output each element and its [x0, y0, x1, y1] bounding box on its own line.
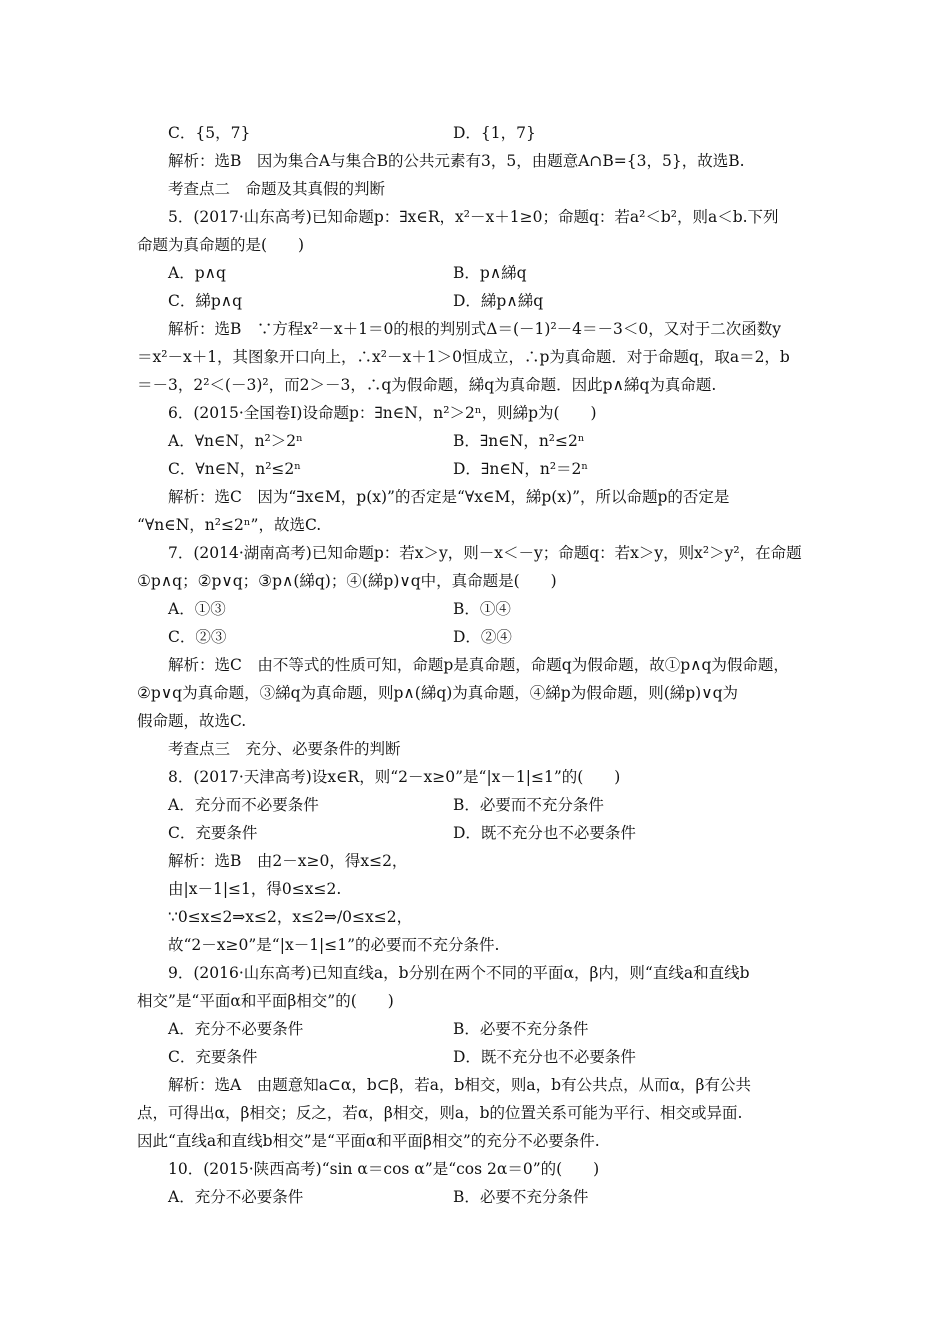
analysis-q8-line2: 由|x－1|≤1，得0≤x≤2.: [168, 880, 342, 898]
q7-option-c: C．②③: [168, 628, 227, 646]
analysis-q5-line2: ＝x²－x＋1，其图象开口向上，∴x²－x＋1＞0恒成立，∴p为真命题．对于命题q，取a＝2，b: [137, 348, 790, 366]
analysis-q8-line3: ∵0≤x≤2⇒x≤2，x≤2⇒/0≤x≤2，: [168, 908, 413, 926]
analysis-q8-line1: 解析：选B 由2－x≥0，得x≤2，: [168, 852, 408, 870]
question-8: 8．(2017·天津高考)设x∈R，则“2－x≥0”是“|x－1|≤1”的( ): [168, 768, 621, 786]
question-9-line1: 9．(2016·山东高考)已知直线a，b分别在两个不同的平面α，β内，则“直线a和直线b: [168, 964, 750, 982]
analysis-q7-line3: 假命题，故选C.: [137, 712, 247, 730]
q9-option-d: D．既不充分也不必要条件: [453, 1048, 636, 1066]
analysis-q6-line1: 解析：选C 因为“∃x∈M，p(x)”的否定是“∀x∈M，綈p(x)”，所以命题p的否定是: [168, 488, 730, 506]
q8-option-a: A．充分而不必要条件: [168, 796, 319, 814]
q8-option-c: C．充要条件: [168, 824, 258, 842]
analysis-q9-line1: 解析：选A 由题意知a⊂α，b⊂β，若a，b相交，则a，b有公共点，从而α，β有公共: [168, 1076, 752, 1094]
line-c-5-7: C．{5，7}: [168, 124, 251, 142]
q10-option-a: A．充分不必要条件: [168, 1188, 304, 1206]
question-10: 10．(2015·陕西高考)“sin α＝cos α”是“cos 2α＝0”的( ): [168, 1160, 600, 1178]
line-d-1-7: D．{1，7}: [453, 124, 536, 142]
analysis-q7-line1: 解析：选C 由不等式的性质可知，命题p是真命题，命题q为假命题，故①p∧q为假命题，: [168, 656, 789, 674]
section-heading-3: 考查点三 充分、必要条件的判断: [168, 740, 401, 758]
analysis-q4: 解析：选B 因为集合A与集合B的公共元素有3，5，由题意A∩B={3，5}，故选B.: [168, 152, 745, 170]
q5-option-c: C．綈p∧q: [168, 292, 243, 310]
q5-option-d: D．綈p∧綈q: [453, 292, 544, 310]
q9-option-b: B．必要不充分条件: [453, 1020, 589, 1038]
q6-option-c: C．∀n∈N，n²≤2ⁿ: [168, 460, 301, 478]
analysis-q6-line2: “∀n∈N，n²≤2ⁿ”，故选C.: [137, 516, 322, 534]
question-7-line1: 7．(2014·湖南高考)已知命题p：若x＞y，则－x＜－y；命题q：若x＞y，则x²＞y²，在命题: [168, 544, 802, 562]
question-6: 6．(2015·全国卷Ⅰ)设命题p：∃n∈N，n²＞2ⁿ，则綈p为( ): [168, 404, 597, 422]
analysis-q7-line2: ②p∨q为真命题，③綈q为真命题，则p∧(綈q)为真命题，④綈p为假命题，则(綈p)∨q为: [137, 684, 738, 702]
question-9-line2: 相交”是“平面α和平面β相交”的( ): [137, 992, 394, 1010]
question-7-line2: ①p∧q；②p∨q；③p∧(綈q)；④(綈p)∨q中，真命题是( ): [137, 572, 557, 590]
question-5-line2: 命题为真命题的是( ): [137, 236, 305, 254]
q7-option-a: A．①③: [168, 600, 226, 618]
q8-option-b: B．必要而不充分条件: [453, 796, 604, 814]
q7-option-d: D．②④: [453, 628, 512, 646]
q6-option-a: A．∀n∈N，n²＞2ⁿ: [168, 432, 303, 450]
analysis-q8-line4: 故“2－x≥0”是“|x－1|≤1”的必要而不充分条件.: [168, 936, 500, 954]
question-5-line1: 5．(2017·山东高考)已知命题p：∃x∈R，x²－x＋1≥0；命题q：若a²＜b²，则a＜b.下列: [168, 208, 779, 226]
q9-option-c: C．充要条件: [168, 1048, 258, 1066]
analysis-q5-line3: ＝－3，2²＜(－3)²，而2＞－3，∴q为假命题，綈q为真命题．因此p∧綈q为真命题.: [137, 376, 717, 394]
q5-option-b: B．p∧綈q: [453, 264, 527, 282]
q7-option-b: B．①④: [453, 600, 511, 618]
analysis-q9-line2: 点，可得出α，β相交；反之，若α，β相交，则a，b的位置关系可能为平行、相交或异面.: [137, 1104, 743, 1122]
analysis-q9-line3: 因此“直线a和直线b相交”是“平面α和平面β相交”的充分不必要条件.: [137, 1132, 600, 1150]
q6-option-b: B．∃n∈N，n²≤2ⁿ: [453, 432, 585, 450]
q5-option-a: A．p∧q: [168, 264, 226, 282]
q6-option-d: D．∃n∈N，n²＝2ⁿ: [453, 460, 589, 478]
q10-option-b: B．必要不充分条件: [453, 1188, 589, 1206]
section-heading-2: 考查点二 命题及其真假的判断: [168, 180, 386, 198]
analysis-q5-line1: 解析：选B ∵方程x²－x＋1＝0的根的判别式Δ＝(－1)²－4＝－3＜0，又对于二次函数y: [168, 320, 782, 338]
q8-option-d: D．既不充分也不必要条件: [453, 824, 636, 842]
q9-option-a: A．充分不必要条件: [168, 1020, 304, 1038]
